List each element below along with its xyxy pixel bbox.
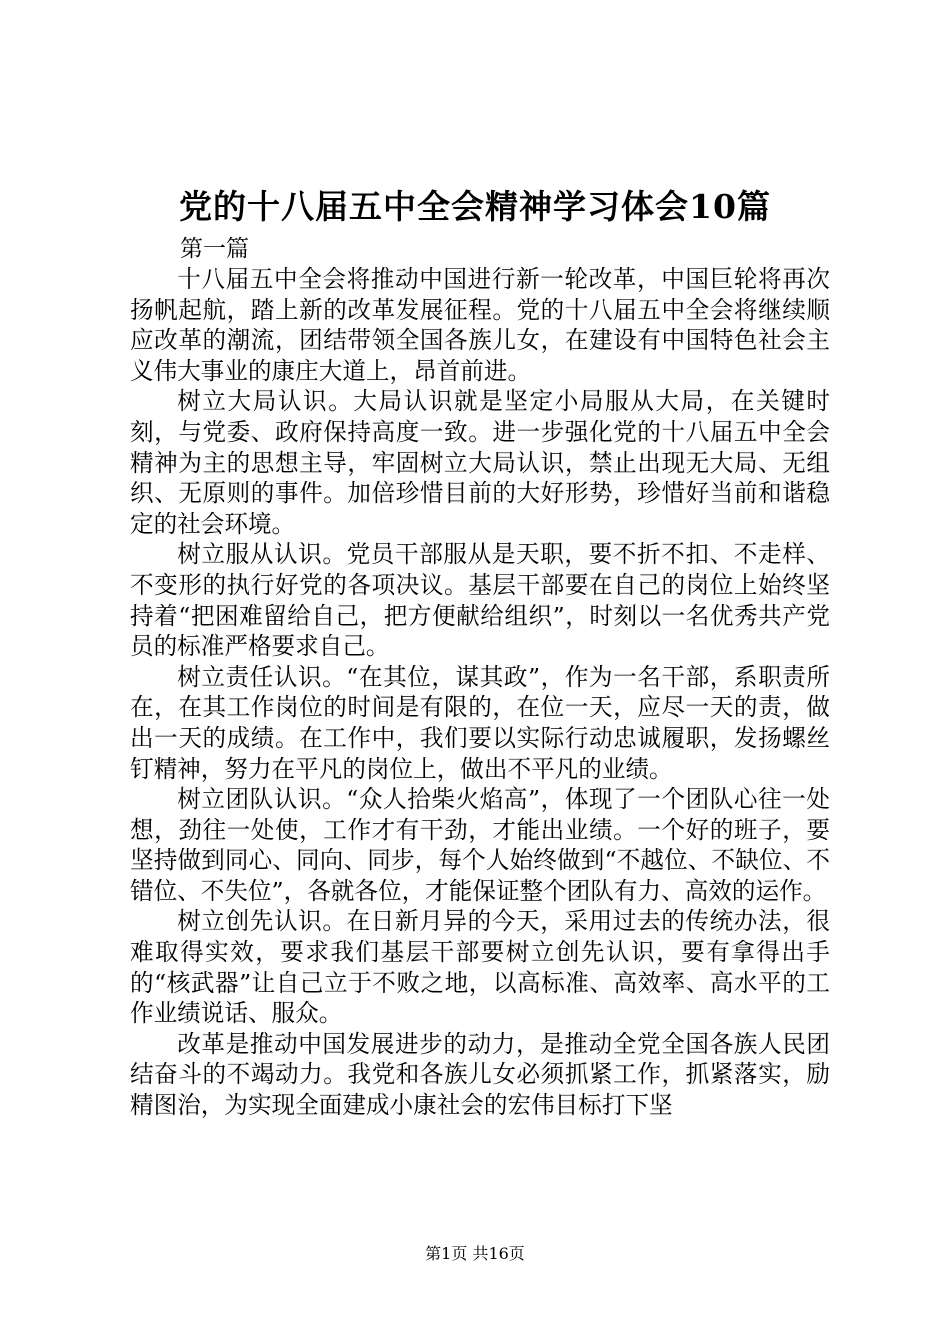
paragraph-team-awareness: 树立团队认识。“众人拾柴火焰高”，体现了一个团队心往一处想，劲往一处使，工作才有干劲，才能出业绩。一个好的班子，要坚持做到同心、同向、同步，每个人始终做到“不越位、不缺位、不错位、不失位”，各就各位，才能保证整个团队有力、高效的运作。 [130,785,830,905]
paragraph-innovation-awareness: 树立创先认识。在日新月异的今天，采用过去的传统办法，很难取得实效，要求我们基层干部要树立创先认识，要有拿得出手的“核武器”让自己立于不败之地，以高标准、高效率、高水平的工作业绩说话、服众。 [130,907,830,1028]
paragraph-reform-conclusion: 改革是推动中国发展进步的动力，是推动全党全国各族人民团结奋斗的不竭动力。我党和各族儿女必须抓紧工作，抓紧落实，励精图治，为实现全面建成小康社会的宏伟目标打下坚 [130,1029,830,1120]
paragraph-responsibility-awareness: 树立责任认识。“在其位，谋其政”，作为一名干部，系职责所在，在其工作岗位的时间是有限的，在位一天，应尽一天的责，做出一天的成绩。在工作中，我们要以实际行动忠诚履职，发扬螺丝钉精神，努力在平凡的岗位上，做出不平凡的业绩。 [130,662,830,783]
paragraph-obedience-awareness: 树立服从认识。党员干部服从是天职，要不折不扣、不走样、不变形的执行好党的各项决议。基层干部要在自己的岗位上始终坚持着“把困难留给自己，把方便献给组织”，时刻以一名优秀共产党员的标准严格要求自己。 [130,540,830,661]
section-label: 第一篇 [180,236,249,262]
document-body [130,234,830,1121]
paragraph-intro: 十八届五中全会将推动中国进行新一轮改革，中国巨轮将再次扬帆起航，踏上新的改革发展征程。党的十八届五中全会将继续顺应改革的潮流，团结带领全国各族儿女，在建设有中国特色社会主义伟大事业的康庄大道上，昂首前进。 [130,265,830,385]
document-title: 党的十八届五中全会精神学习体会10篇 [179,187,771,226]
page-number-footer: 第1页 共16页 [425,1244,525,1263]
paragraph-overall-awareness: 树立大局认识。大局认识就是坚定小局服从大局，在关键时刻，与党委、政府保持高度一致。进一步强化党的十八届五中全会精神为主的思想主导，牢固树立大局认识，禁止出现无大局、无组织、无原则的事件。加倍珍惜目前的大好形势，珍惜好当前和谐稳定的社会环境。 [130,387,830,538]
